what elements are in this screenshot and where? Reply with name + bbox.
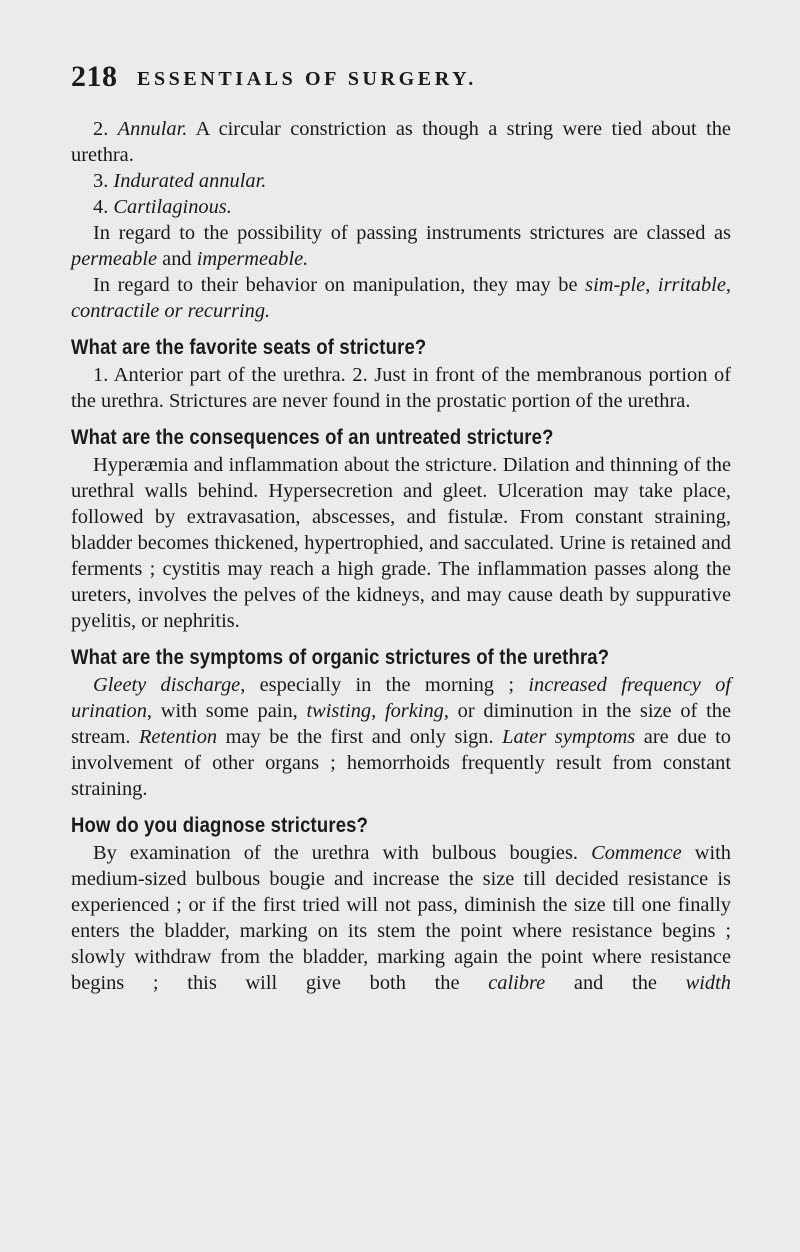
answer-seats: 1. Anterior part of the urethra. 2. Just in front of the membranous portion of the urethra. Strictures are never found in the prostatic portion of the urethra. xyxy=(71,364,731,412)
italic-term: increased frequency of urination xyxy=(71,674,732,722)
item-text: A circular constriction as though a string were tied about the urethra. xyxy=(71,118,731,166)
text-run: are due to involvement of other organs ; hemorrhoids frequently result from constant straining. xyxy=(71,726,731,800)
running-title: ESSENTIALS OF SURGERY. xyxy=(137,68,477,90)
italic-term: Later symptoms xyxy=(502,726,636,748)
item-number: 4. xyxy=(93,196,109,218)
list-item-cartilaginous xyxy=(71,194,731,220)
answer-symptoms xyxy=(71,672,731,802)
italic-term: Retention xyxy=(138,726,218,748)
italic-term: permeable xyxy=(71,248,158,270)
italic-term: forking xyxy=(384,700,444,722)
answer-consequences: Hyperæmia and inflammation about the stricture. Dilation and thinning of the urethral walls behind. Hypersecretion and gleet. Ulceration may take place, followed by extravasation, abscesses, and fistulæ. From constant straining, bladder becomes thickened, hypertrophied, and sacculated. Urine is retained and ferments ; cystitis may reach a high grade. The inflammation passes along the ureters, involves the pelves of the kidneys, and may cause death by suppurative pyelitis, or nephritis. xyxy=(71,454,731,632)
italic-term: twisting xyxy=(306,700,372,722)
list-item-indurated xyxy=(71,168,731,194)
text-run: By examination of the urethra with bulbous bougies. xyxy=(93,842,592,864)
text-run: may be the first and only sign. xyxy=(217,726,503,748)
text-run: , xyxy=(725,274,731,296)
paragraph-behavior xyxy=(71,272,731,324)
italic-term: impermeable. xyxy=(196,248,309,270)
text-run: In regard to their behavior on manipulation, they may be xyxy=(93,274,586,296)
italic-term: Annular. xyxy=(117,118,188,140)
text-run: , xyxy=(371,700,385,722)
italic-term: Commence xyxy=(591,842,682,864)
text-run: and the xyxy=(545,972,686,994)
italic-term: Gleety discharge xyxy=(93,674,241,696)
item-number: 3. xyxy=(93,170,109,192)
text-run: and xyxy=(157,248,197,270)
question-heading-seats: What are the favorite seats of stricture? xyxy=(71,335,427,359)
text-run: with medium-sized bulbous bougie and increase the size till decided resistance is experienced ; or if the first tried will not pass, diminish the size till one finally enters the bladder, marking on its stem the point where resistance begins ; slowly withdraw from the bladder, marking again the point where resistance begins ; this will give both the xyxy=(71,842,732,994)
page-header xyxy=(71,60,731,100)
body-text xyxy=(71,116,731,996)
page-number: 218 xyxy=(71,60,118,93)
italic-term: sim-ple xyxy=(585,274,646,296)
italic-term: irritable xyxy=(657,274,726,296)
item-number: 2. xyxy=(93,118,109,140)
text-run: , or diminution in the size of the stream. xyxy=(71,700,731,748)
question-heading-consequences: What are the consequences of an untreated stricture? xyxy=(71,425,554,449)
text-run: , especially in the morning ; xyxy=(240,674,529,696)
text-run: , with some pain, xyxy=(146,700,307,722)
paragraph-instruments xyxy=(71,220,731,272)
list-item-annular xyxy=(71,116,731,168)
italic-term: Cartilaginous. xyxy=(113,196,232,218)
italic-term: calibre xyxy=(488,972,546,994)
text-run: In regard to the possibility of passing instruments strictures are classed as xyxy=(93,222,731,244)
question-heading-symptoms: What are the symptoms of organic strictures of the urethra? xyxy=(71,645,610,669)
answer-diagnosis xyxy=(71,840,731,996)
text-run: , xyxy=(645,274,658,296)
italic-term: Indurated annular. xyxy=(113,170,267,192)
italic-term: width xyxy=(685,972,731,994)
italic-term: contractile or recurring. xyxy=(71,300,271,322)
question-heading-diagnosis: How do you diagnose strictures? xyxy=(71,813,369,837)
